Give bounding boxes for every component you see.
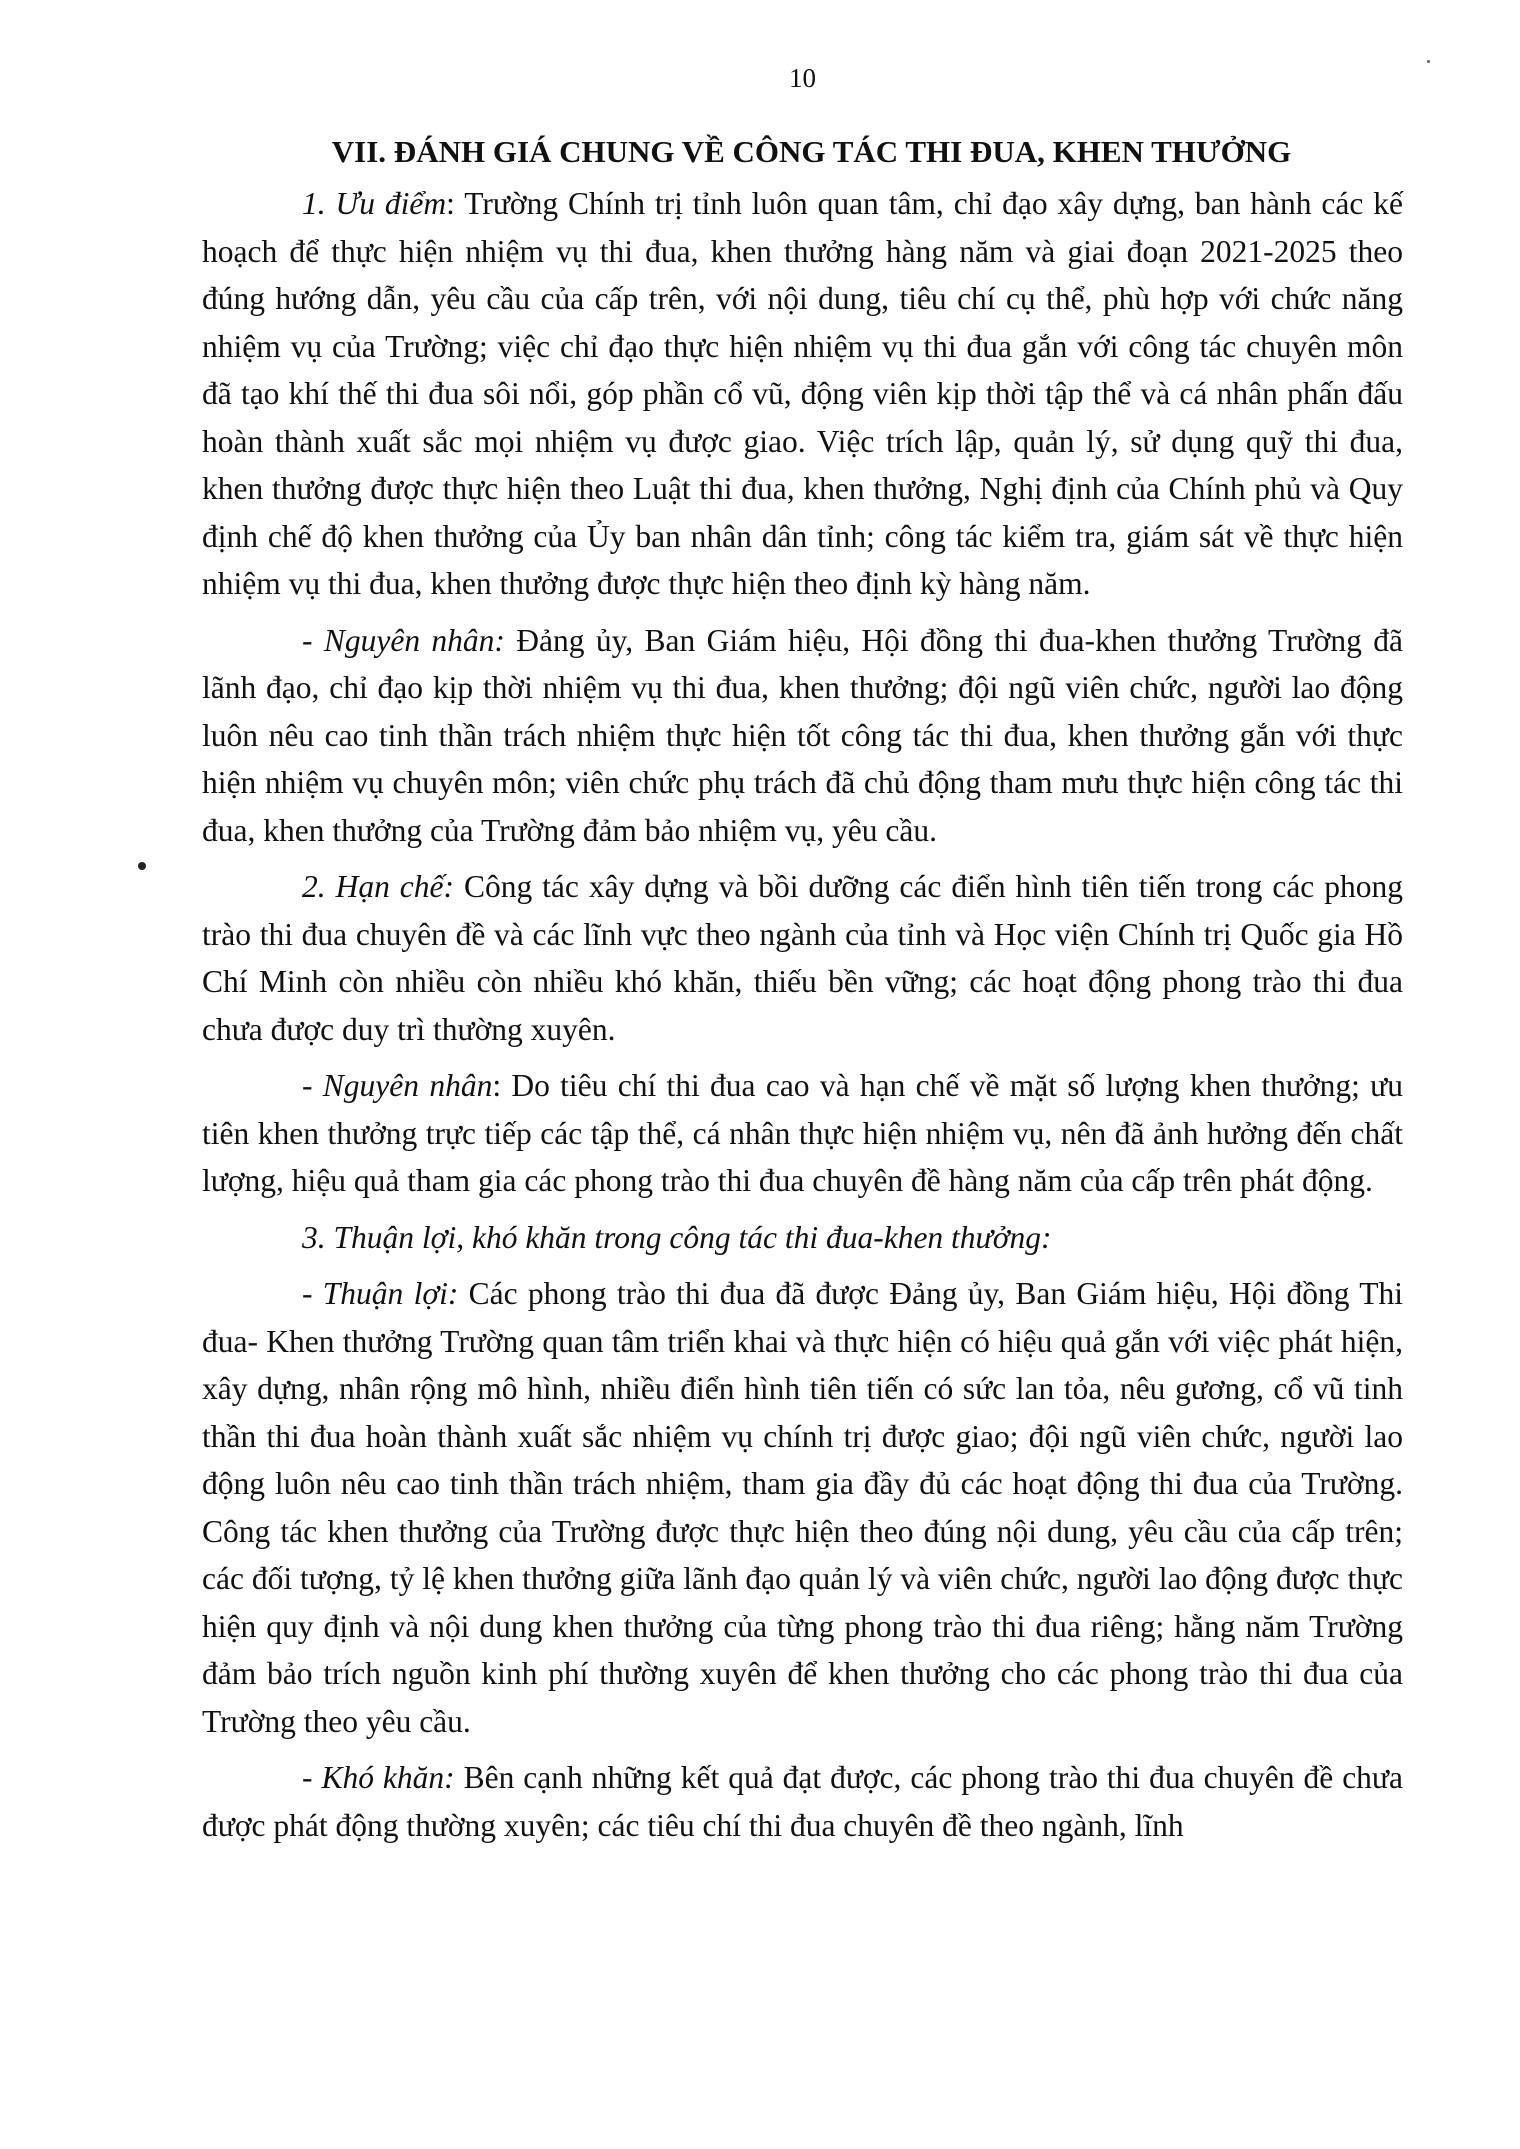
paragraph-lead: - Thuận lợi:: [302, 1276, 459, 1311]
paragraph-lead: 2. Hạn chế:: [302, 869, 454, 904]
paragraph-limitations: [202, 863, 1403, 1053]
paragraph-advantages-cause: [202, 617, 1403, 855]
paragraph-text: Công tác xây dựng và bồi dưỡng các điển hình tiên tiến trong các phong trào thi đua chuyên đề và các lĩnh vực theo ngành của tỉnh và Học viện Chính trị Quốc gia Hồ Chí Minh còn nhiều còn nhiều khó khăn, thiếu bền vững; các hoạt động phong trào thi đua chưa được duy trì thường xuyên.: [202, 869, 1403, 1047]
paragraph-favorable: [202, 1270, 1403, 1745]
paragraph-text: : Trường Chính trị tỉnh luôn quan tâm, chỉ đạo xây dựng, ban hành các kế hoạch để thực hiện nhiệm vụ thi đua, khen thưởng hàng năm và giai đoạn 2021-2025 theo đúng hướng dẫn, yêu cầu của cấp trên, với nội dung, tiêu chí cụ thể, phù hợp với chức năng nhiệm vụ của Trường; việc chỉ đạo thực hiện nhiệm vụ thi đua gắn với công tác chuyên môn đã tạo khí thế thi đua sôi nổi, góp phần cổ vũ, động viên kịp thời tập thể và cá nhân phấn đấu hoàn thành xuất sắc mọi nhiệm vụ được giao. Việc trích lập, quản lý, sử dụng quỹ thi đua, khen thưởng được thực hiện theo Luật thi đua, khen thưởng, Nghị định của Chính phủ và Quy định chế độ khen thưởng của Ủy ban nhân dân tỉnh; công tác kiểm tra, giám sát về thực hiện nhiệm vụ thi đua, khen thưởng được thực hiện theo định kỳ hàng năm.: [202, 186, 1404, 601]
paragraph-text: : Do tiêu chí thi đua cao và hạn chế về mặt số lượng khen thưởng; ưu tiên khen thưởng trực tiếp các tập thể, cá nhân thực hiện nhiệm vụ, nên đã ảnh hưởng đến chất lượng, hiệu quả tham gia các phong trào thi đua chuyên đề hàng năm của cấp trên phát động.: [202, 1068, 1403, 1198]
paragraph-subheading: [202, 1214, 1403, 1262]
paragraph-limitations-cause: [202, 1062, 1403, 1205]
page-number: 10: [789, 63, 816, 93]
paragraph-text: Các phong trào thi đua đã được Đảng ủy, Ban Giám hiệu, Hội đồng Thi đua- Khen thưởng Trường quan tâm triển khai và thực hiện có hiệu quả gắn với việc phát hiện, xây dựng, nhân rộng mô hình, nhiều điển hình tiên tiến có sức lan tỏa, nêu gương, cổ vũ tinh thần thi đua hoàn thành xuất sắc nhiệm vụ chính trị được giao; đội ngũ viên chức, người lao động luôn nêu cao tinh thần trách nhiệm, tham gia đầy đủ các hoạt động thi đua của Trường. Công tác khen thưởng của Trường được thực hiện theo đúng nội dung, yêu cầu của cấp trên; các đối tượng, tỷ lệ khen thưởng giữa lãnh đạo quản lý và viên chức, người lao động được thực hiện quy định và nội dung khen thưởng của từng phong trào thi đua riêng; hằng năm Trường đảm bảo trích nguồn kinh phí thường xuyên để khen thưởng cho các phong trào thi đua của Trường theo yêu cầu.: [202, 1276, 1403, 1739]
paragraph-text: Bên cạnh những kết quả đạt được, các phong trào thi đua chuyên đề chưa được phát động thường xuyên; các tiêu chí thi đua chuyên đề theo ngành, lĩnh: [202, 1760, 1403, 1843]
scan-speck: [138, 862, 146, 870]
paragraph-lead: 1. Ưu điểm: [302, 186, 447, 221]
paragraph-difficulties: [202, 1754, 1403, 1849]
paragraph-advantages: [202, 180, 1403, 608]
paragraph-lead: - Nguyên nhân: [302, 1068, 493, 1103]
scan-speck: [1427, 60, 1430, 63]
paragraph-lead: 3. Thuận lợi, khó khăn trong công tác thi đua-khen thưởng:: [302, 1219, 1052, 1255]
paragraph-lead: - Khó khăn:: [302, 1760, 455, 1795]
section-heading: VII. ĐÁNH GIÁ CHUNG VỀ CÔNG TÁC THI ĐUA, KHEN THƯỞNG: [331, 134, 1292, 169]
paragraph-lead: - Nguyên nhân:: [302, 622, 505, 658]
paragraph-text: Đảng ủy, Ban Giám hiệu, Hội đồng thi đua-khen thưởng Trường đã lãnh đạo, chỉ đạo kịp thời nhiệm vụ thi đua, khen thưởng; đội ngũ viên chức, người lao động luôn nêu cao tinh thần trách nhiệm thực hiện tốt công tác thi đua, khen thưởng gắn với thực hiện nhiệm vụ chuyên môn; viên chức phụ trách đã chủ động tham mưu thực hiện công tác thi đua, khen thưởng của Trường đảm bảo nhiệm vụ, yêu cầu.: [202, 622, 1403, 848]
